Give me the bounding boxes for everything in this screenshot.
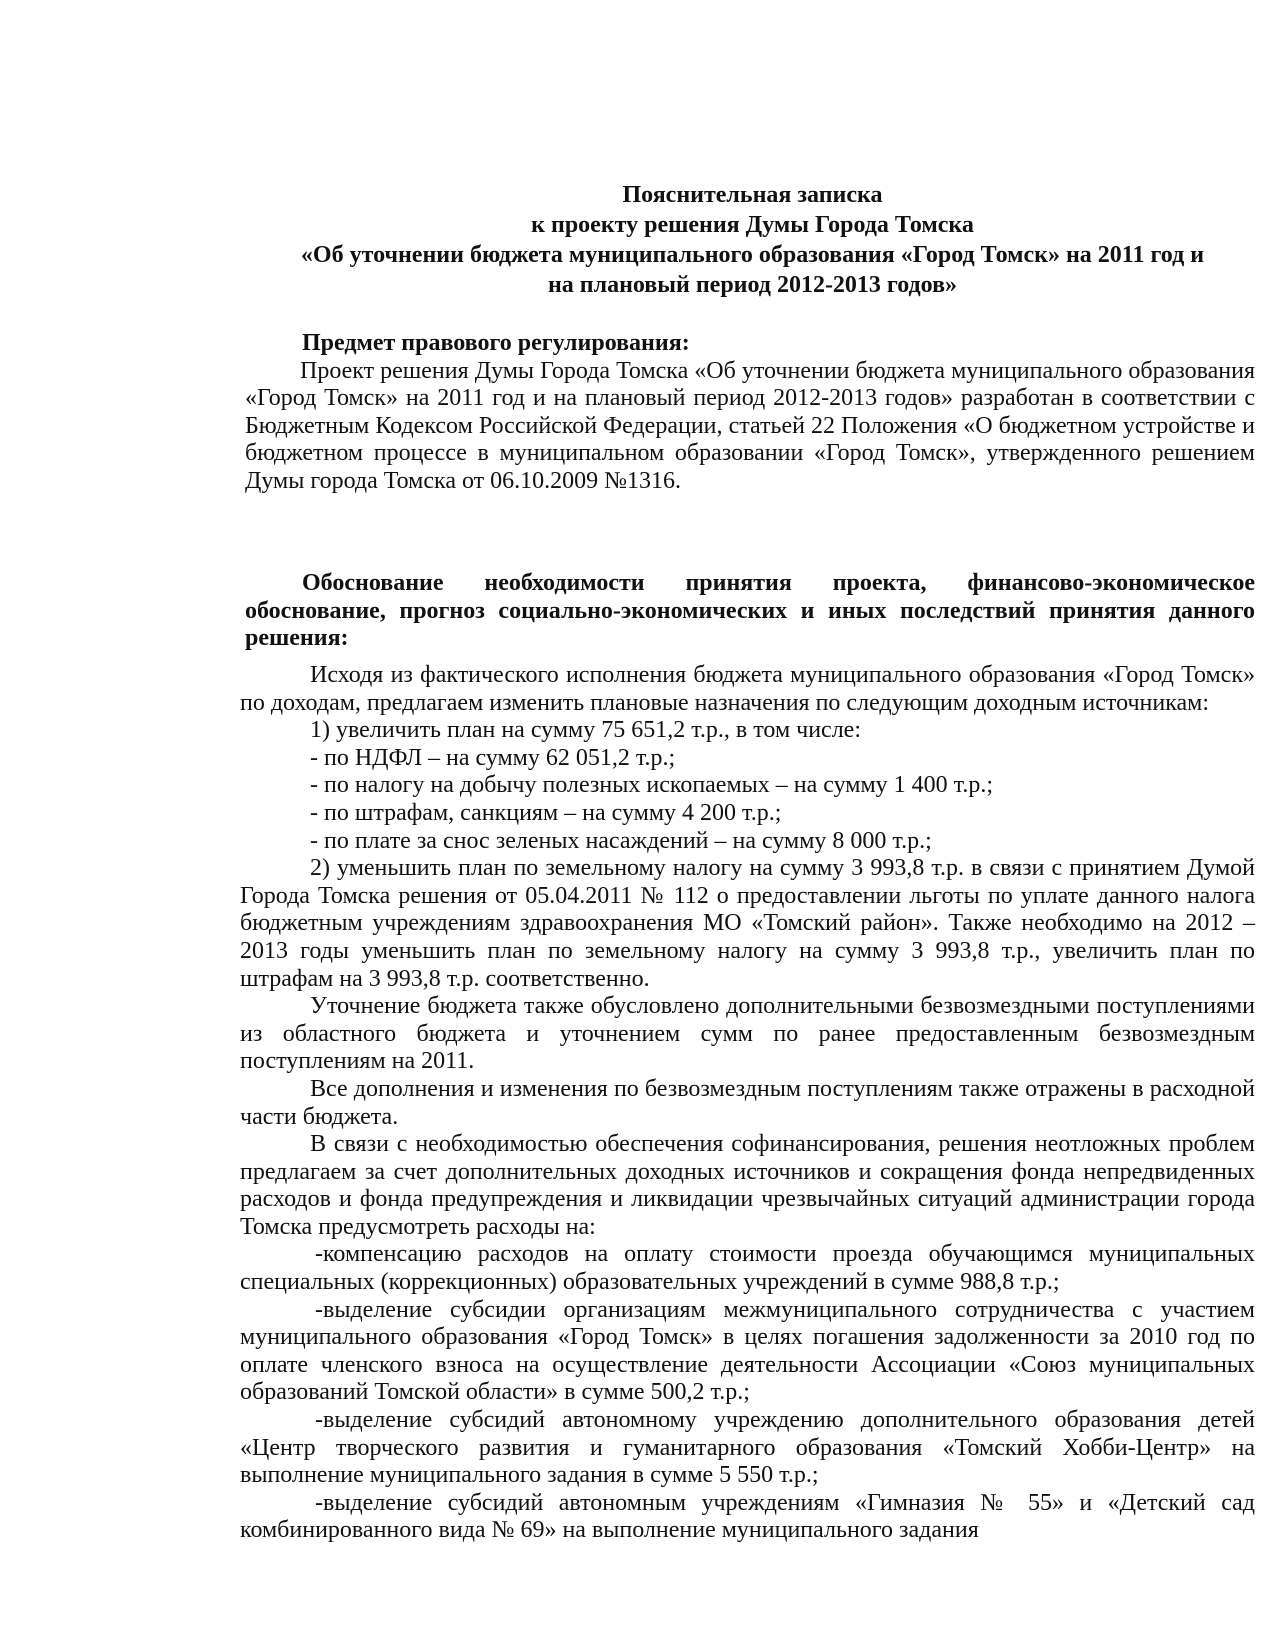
expense-item: -выделение субсидий автономным учреждениям «Гимназия № 55» и «Детский сад комбинированного вида № 69» на выполнение муниципального задания xyxy=(240,1489,1255,1544)
increase-item: - по штрафам, санкциям – на сумму 4 200 т.р.; xyxy=(310,799,782,826)
cofinancing-paragraph: В связи с необходимостью обеспечения софинансирования, решения неотложных проблем предлагаем за счет дополнительных доходных источников и сокращения фонда непредвиденных расходов и фонда предупреждения и ликвидации чрезвычайных ситуаций администрации города Томска предусмотреть расходы на: xyxy=(240,1131,1255,1240)
subject-section xyxy=(245,330,1255,496)
title-line-1: Пояснительная записка xyxy=(622,182,883,208)
increase-item: - по плате за снос зеленых насаждений – на сумму 8 000 т.р.; xyxy=(310,827,932,854)
page-bottom-crop xyxy=(0,1632,1275,1650)
increase-item: - по налогу на добычу полезных ископаемых – на сумму 1 400 т.р.; xyxy=(310,772,994,799)
expense-item: -выделение субсидий автономному учреждению дополнительного образования детей «Центр творческого развития и гуманитарного образования «Томский Хобби-Центр» на выполнение муниципального задания в сумме 5 550 т.р.; xyxy=(240,1407,1255,1489)
additions-paragraph: Все дополнения и изменения по безвозмездным поступлениям также отражены в расходной части бюджета. xyxy=(240,1075,1255,1130)
title-line-2: к проекту решения Думы Города Томска xyxy=(531,212,974,238)
expense-item: -выделение субсидии организациям межмуниципального сотрудничества с участием муниципального образования «Город Томск» в целях погашения задолженности за 2010 год по оплате членского взноса на осуществление деятельности Ассоциации «Союз муниципальных образований Томской области» в сумме 500,2 т.р.; xyxy=(240,1296,1255,1406)
expense-item: -компенсацию расходов на оплату стоимости проезда обучающимся муниципальных специальных (коррекционных) образовательных учреждений в сумме 988,8 т.р.; xyxy=(240,1241,1255,1296)
justification-section xyxy=(240,662,1255,1545)
title-line-3: «Об уточнении бюджета муниципального образования «Город Томск» на 2011 год и xyxy=(300,242,1205,268)
subject-heading: Предмет правового регулирования: xyxy=(302,330,690,356)
increase-item: 1) увеличить план на сумму 75 651,2 т.р., в том числе: xyxy=(310,717,861,744)
subject-paragraph: Проект решения Думы Города Томска «Об уточнении бюджета муниципального образования «Город Томск» на 2011 год и на плановый период 2012-2013 годов» разработан в соответствии с Бюджетным Кодексом Российской Федерации, статьей 22 Положения «О бюджетном устройстве и бюджетном процессе в муниципальном образовании «Город Томск», утвержденного решением Думы города Томска от 06.10.2009 №1316. xyxy=(245,357,1255,494)
document-title xyxy=(250,180,1255,300)
refinement-paragraph: Уточнение бюджета также обусловлено дополнительными безвозмездными поступлениями из областного бюджета и уточнением сумм по ранее предоставленным безвозмездным поступлениям на 2011. xyxy=(240,993,1255,1075)
title-line-4: на плановый период 2012-2013 годов» xyxy=(547,272,958,298)
decrease-paragraph: 2) уменьшить план по земельному налогу на сумму 3 993,8 т.р. в связи с принятием Думой Города Томска решения от 05.04.2011 № 112 о предоставлении льготы по уплате данного налога бюджетным учреждениям здравоохранения МО «Томский район». Также необходимо на 2012 – 2013 годы уменьшить план по земельному налогу на сумму 3 993,8 т.р., увеличить план по штрафам на 3 993,8 т.р. соответственно. xyxy=(240,855,1255,992)
justification-heading: Обоснование необходимости принятия проекта, финансово-экономическое обоснование, прогноз социально-экономических и иных последствий принятия данного решения: xyxy=(245,570,1255,652)
increase-item: - по НДФЛ – на сумму 62 051,2 т.р.; xyxy=(310,744,676,771)
justification-intro: Исходя из фактического исполнения бюджета муниципального образования «Город Томск» по доходам, предлагаем изменить плановые назначения по следующим доходным источникам: xyxy=(240,662,1255,716)
